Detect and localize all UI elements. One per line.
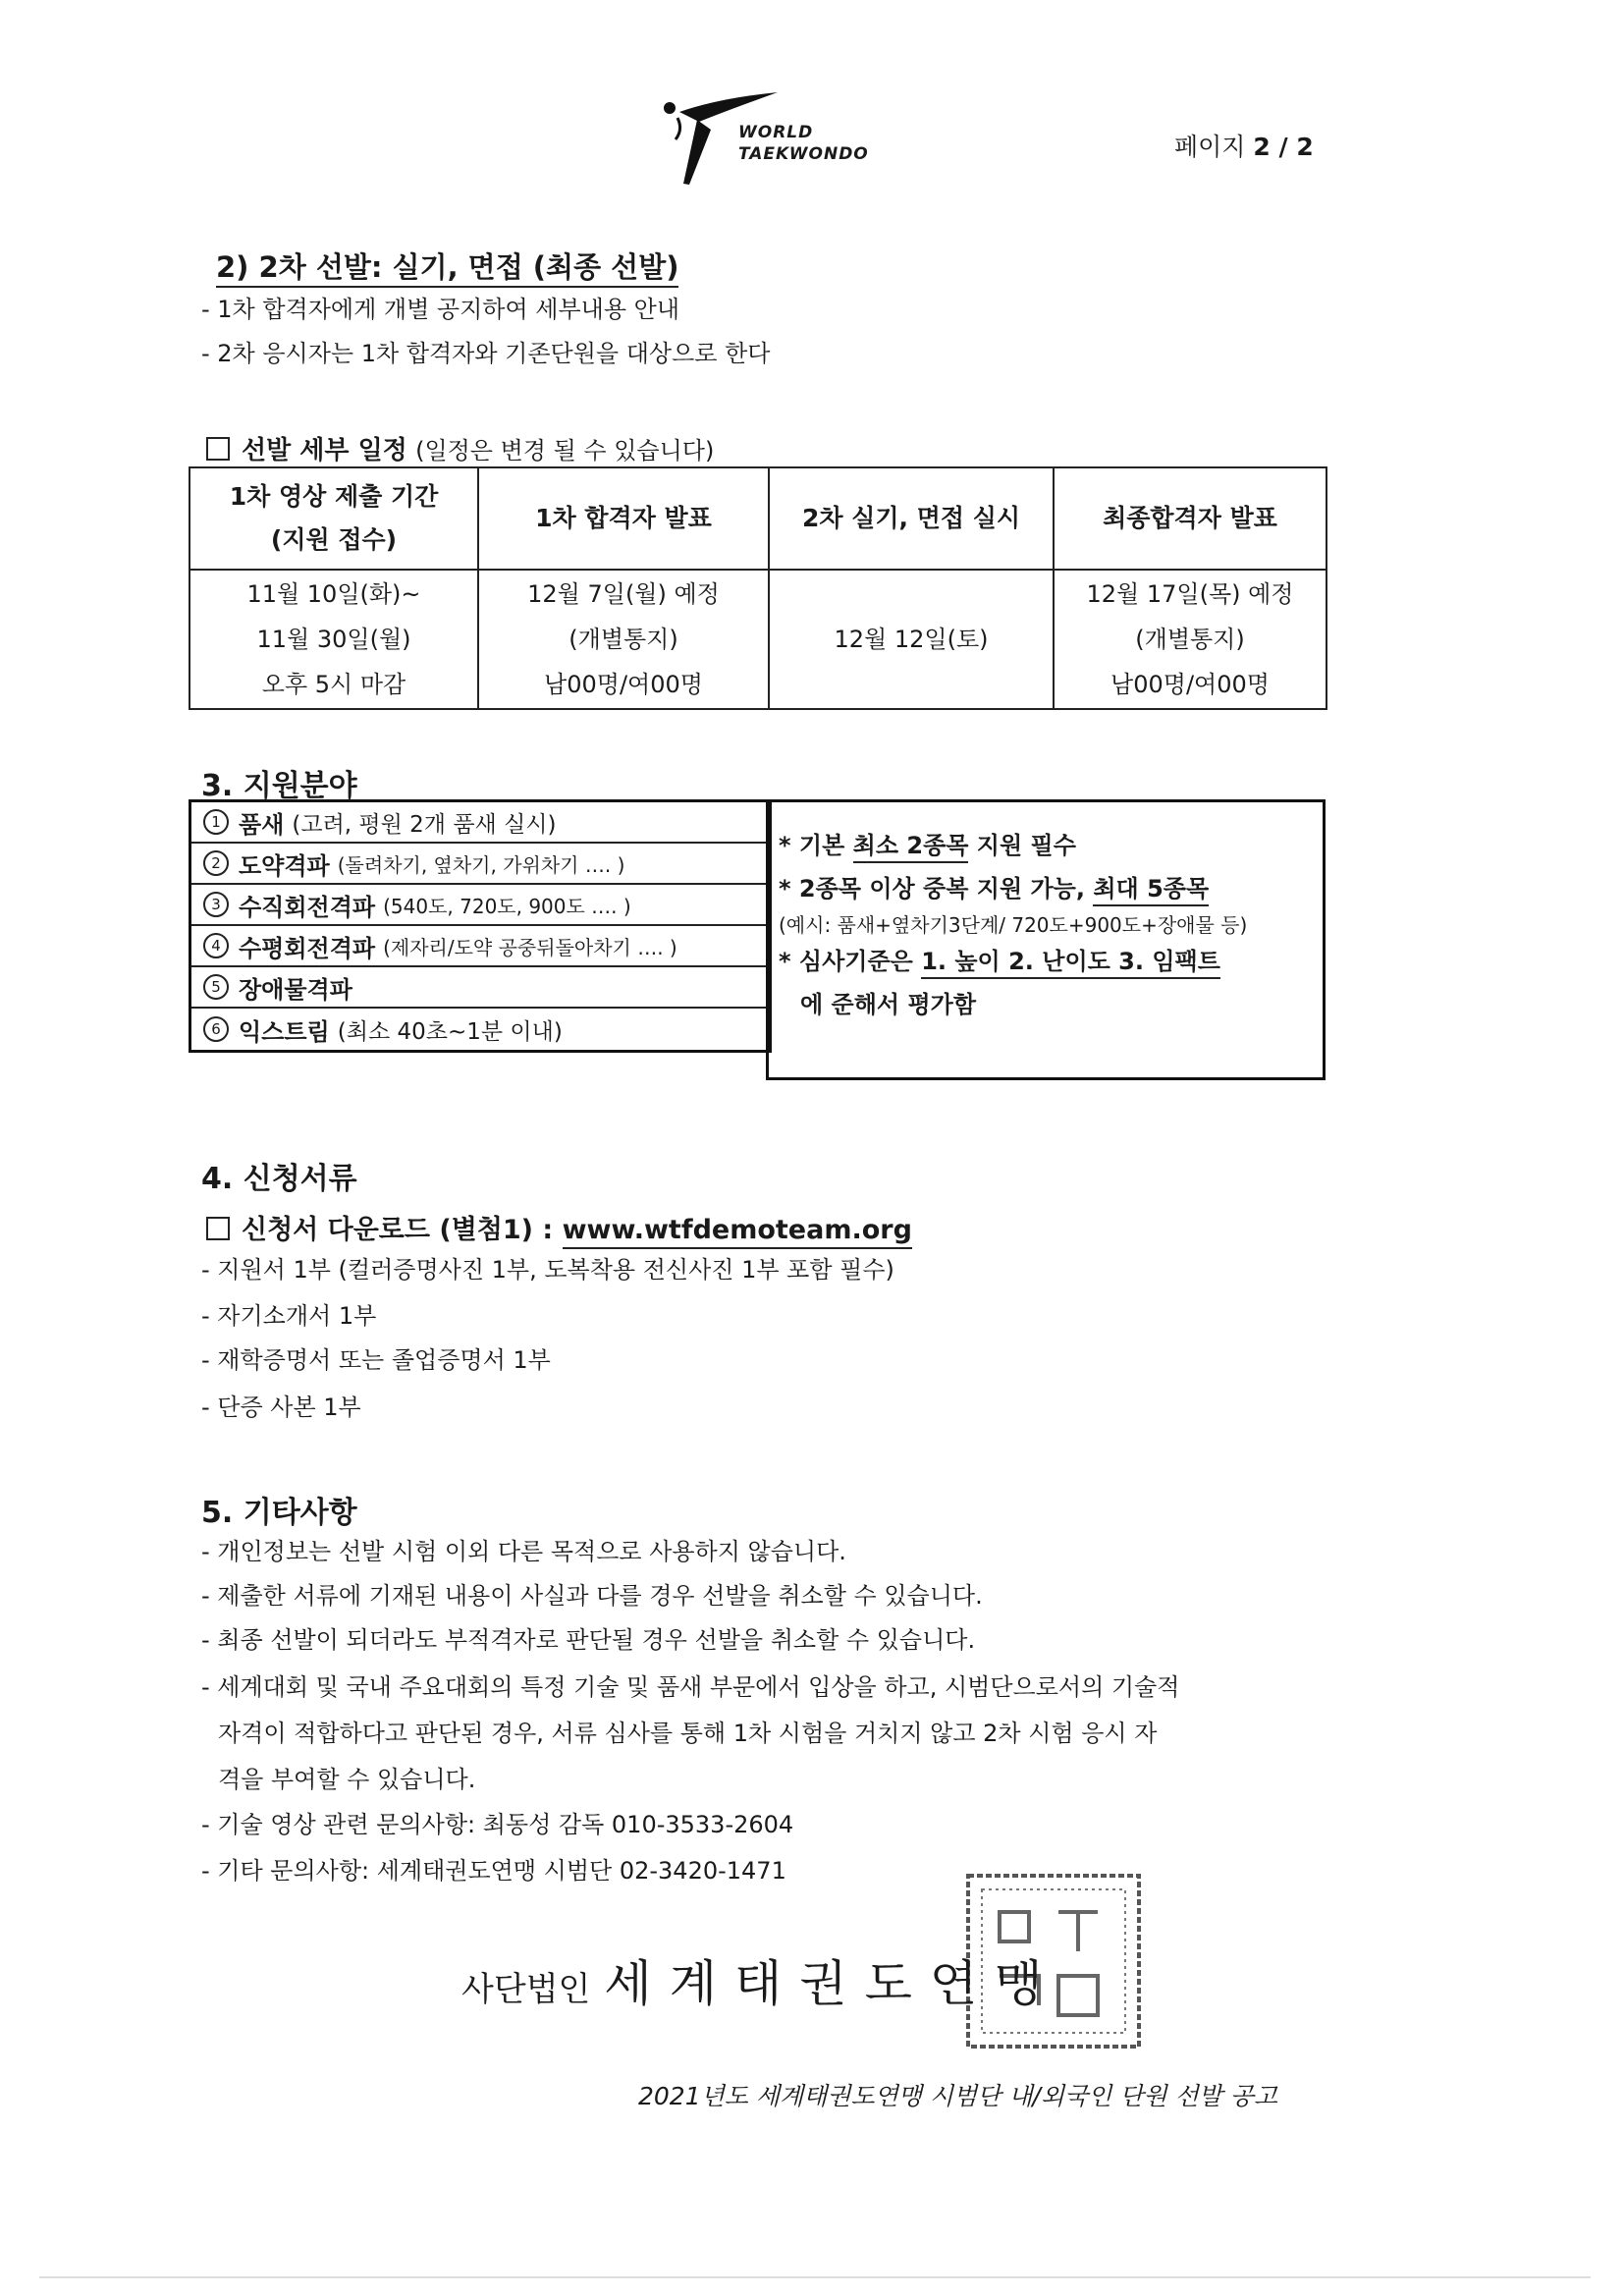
page-number xyxy=(1174,128,1314,163)
circled-number-icon: 5 xyxy=(203,974,229,1000)
circled-number-icon: 1 xyxy=(203,809,229,835)
section-4-item: - 지원서 1부 (컬러증명사진 1부, 도복착용 전신사진 1부 포함 필수) xyxy=(201,1256,894,1284)
section-5-item: 자격이 적합하다고 판단된 경우, 서류 심사를 통해 1차 시험을 거치지 않고 2차 시험 응시 자 xyxy=(218,1720,1158,1747)
document-footer: 2021년도 세계태권도연맹 시범단 내/외국인 단원 선발 공고 xyxy=(638,2082,1278,2110)
table-row xyxy=(189,467,1326,570)
section-4-item: - 재학증명서 또는 졸업증명서 1부 xyxy=(201,1346,551,1374)
table-cell: 12월 12일(토) xyxy=(769,570,1054,709)
list-item: 4 수평회전격파 (제자리/도약 공중뒤돌아차기 …. ) xyxy=(191,926,769,967)
download-link[interactable]: www.wtfdemoteam.org xyxy=(563,1215,912,1249)
note-line: (예시: 품새+옆차기3단계/ 720도+900도+장애물 등) xyxy=(779,913,1248,937)
section-5-item: - 개인정보는 선발 시험 이외 다른 목적으로 사용하지 않습니다. xyxy=(201,1538,846,1565)
table-header-cell: 2차 실기, 면접 실시 xyxy=(769,467,1054,570)
table-header-cell: 1차 영상 제출 기간 (지원 접수) xyxy=(189,467,478,570)
section-2b-item: - 1차 합격자에게 개별 공지하여 세부내용 안내 xyxy=(201,296,680,323)
logo-line-1: WORLD xyxy=(738,123,814,142)
circled-number-icon: 4 xyxy=(203,933,229,958)
circled-number-icon: 6 xyxy=(203,1016,229,1042)
checkbox-square-icon xyxy=(206,437,230,461)
page-count: 2 / 2 xyxy=(1253,133,1314,161)
note-line: 에 준해서 평가함 xyxy=(800,991,976,1018)
scan-edge-line xyxy=(39,2276,1591,2278)
page-label: 페이지 xyxy=(1174,133,1246,161)
schedule-table xyxy=(189,466,1327,710)
section-2b-title: 2) 2차 선발: 실기, 면접 (최종 선발) xyxy=(216,246,678,286)
section-2b-item: - 2차 응시자는 1차 합격자와 기존단원을 대상으로 한다 xyxy=(201,340,771,367)
selection-notes xyxy=(766,799,1326,1080)
table-cell: 12월 17일(목) 예정 (개별통지) 남00명/여00명 xyxy=(1054,570,1326,709)
section-5-item: - 기타 문의사항: 세계태권도연맹 시범단 02-3420-1471 xyxy=(201,1857,786,1885)
section-5-title: 5. 기타사항 xyxy=(201,1496,357,1530)
list-item: 5 장애물격파 xyxy=(191,967,769,1009)
list-item: 2 도약격파 (돌려차기, 옆차기, 가위차기 …. ) xyxy=(191,844,769,885)
section-3-title: 3. 지원분야 xyxy=(201,769,357,803)
table-cell: 11월 10일(화)~ 11월 30일(월) 오후 5시 마감 xyxy=(189,570,478,709)
download-line: 신청서 다운로드 (별첨1) : www.wtfdemoteam.org xyxy=(206,1208,912,1246)
list-item: 6 익스트림 (최소 40초~1분 이내) xyxy=(191,1009,769,1050)
list-item: 3 수직회전격파 (540도, 720도, 900도 …. ) xyxy=(191,885,769,926)
checkbox-square-icon xyxy=(206,1217,230,1240)
signature-organization: 사단법인 세계태권도연맹 xyxy=(461,1955,1060,2012)
circled-number-icon: 3 xyxy=(203,892,229,917)
section-5-item: - 최종 선발이 되더라도 부적격자로 판단될 경우 선발을 취소할 수 있습니다. xyxy=(201,1626,976,1654)
table-header-cell: 최종합격자 발표 xyxy=(1054,467,1326,570)
events-list xyxy=(189,799,772,1053)
logo-line-2: TAEKWONDO xyxy=(738,144,869,164)
section-5-item: - 세계대회 및 국내 주요대회의 특정 기술 및 품새 부문에서 입상을 하고, 시범단으로서의 기술적 xyxy=(201,1673,1180,1701)
section-4-title: 4. 신청서류 xyxy=(201,1162,357,1196)
note-line: * 기본 최소 2종목 지원 필수 xyxy=(779,824,1323,867)
section-5-item: - 기술 영상 관련 문의사항: 최동성 감독 010-3533-2604 xyxy=(201,1811,794,1838)
note-line: * 심사기준은 1. 높이 2. 난이도 3. 임팩트 xyxy=(779,940,1323,983)
table-header-cell: 1차 합격자 발표 xyxy=(478,467,769,570)
logo-text xyxy=(738,122,869,165)
table-row xyxy=(189,570,1326,709)
note-line: * 2종목 이상 중복 지원 가능, 최대 5종목 xyxy=(779,867,1323,910)
section-5-item: 격을 부여할 수 있습니다. xyxy=(218,1766,476,1793)
section-5-item: - 제출한 서류에 기재된 내용이 사실과 다를 경우 선발을 취소할 수 있습니다. xyxy=(201,1582,983,1610)
table-cell: 12월 7일(월) 예정 (개별통지) 남00명/여00명 xyxy=(478,570,769,709)
section-4-item: - 자기소개서 1부 xyxy=(201,1302,377,1330)
section-4-item: - 단증 사본 1부 xyxy=(201,1394,361,1421)
schedule-title: 선발 세부 일정 (일정은 변경 될 수 있습니다) xyxy=(206,430,714,466)
circled-number-icon: 2 xyxy=(203,850,229,876)
list-item: 1 품새 (고려, 평원 2개 품새 실시) xyxy=(191,802,769,844)
